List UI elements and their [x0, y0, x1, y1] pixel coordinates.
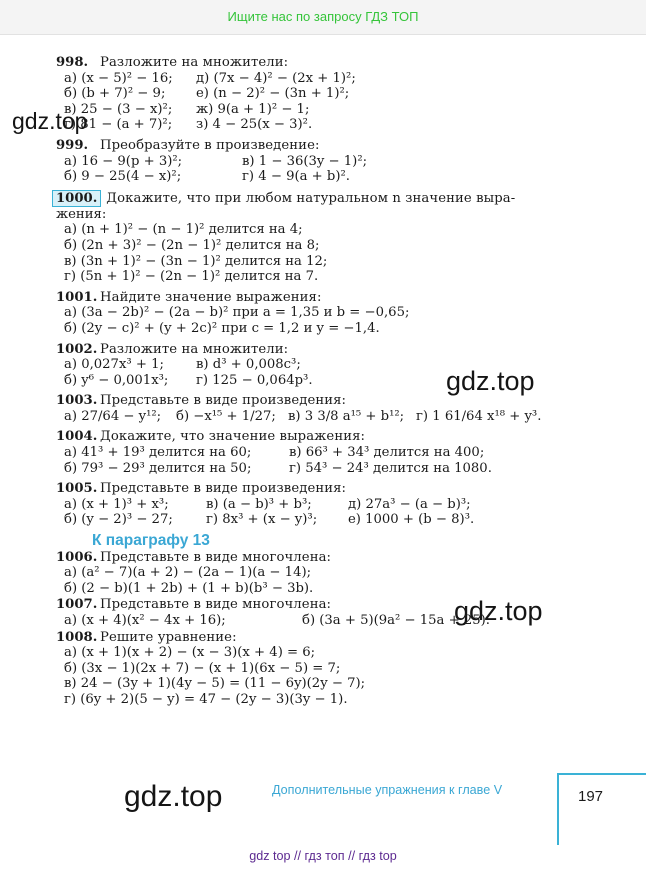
item: г) 4 − 9(a + b)².: [242, 169, 350, 185]
problem-1000: [56, 190, 636, 285]
problem-1004: [56, 429, 636, 476]
item: б) y⁶ − 0,001x³;: [64, 372, 169, 388]
problem-number: 1001.: [56, 289, 98, 305]
item: в) 66³ + 34³ делится на 400;: [289, 445, 485, 461]
problem-number: 1008.: [56, 629, 98, 645]
problem-statement: Докажите, что значение выражения:: [100, 429, 366, 445]
section-heading: К параграфу 13: [92, 532, 210, 550]
top-banner[interactable]: Ищите нас по запросу ГДЗ ТОП: [0, 0, 646, 35]
item: е) (n − 2)² − (3n + 1)²;: [196, 86, 350, 102]
item: а) 41³ + 19³ делится на 60;: [64, 445, 252, 461]
item: б) (3x − 1)(2x + 7) − (x + 1)(6x − 5) = 7;: [64, 660, 341, 676]
item: г) (5n + 1)² − (2n − 1)² делится на 7.: [64, 269, 319, 285]
item: в) (a − b)³ + b³;: [206, 496, 312, 512]
exercise-list: [56, 55, 636, 713]
problem-999: [56, 138, 636, 185]
chapter-caption: Дополнительные упражнения к главе V: [272, 783, 503, 797]
problem-statement: Представьте в виде многочлена:: [100, 549, 332, 565]
item: б) (2y − c)² + (y + 2c)² при c = 1,2 и y = −1,4.: [64, 320, 380, 336]
footer-divider-vertical: [557, 773, 559, 845]
item: в) 24 − (3y + 1)(4y − 5) = (11 − 6y)(2y − 7);: [64, 676, 366, 692]
problem-number: 1005.: [56, 481, 98, 497]
item: б) (3a + 5)(9a² − 15a + 25).: [302, 613, 490, 628]
problem-number: 1004.: [56, 429, 98, 445]
bottom-banner[interactable]: gdz top // гдз топ // гдз top: [249, 849, 397, 863]
problem-statement: Представьте в виде многочлена:: [100, 597, 332, 613]
problem-statement: Представьте в виде произведения:: [100, 393, 347, 409]
item: г) (6y + 2)(5 − y) = 47 − (2y − 3)(3y − 1).: [64, 691, 348, 707]
statement-continuation: жения:: [56, 206, 107, 222]
problem-statement: Разложите на множители:: [100, 341, 289, 357]
item: б) 9 − 25(4 − x)²;: [64, 169, 182, 185]
item: а) 16 − 9(p + 3)²;: [64, 153, 183, 169]
item: а) (x + 1)(x + 2) − (x − 3)(x + 4) = 6;: [64, 645, 316, 661]
item: д) (7x − 4)² − (2x + 1)²;: [196, 70, 356, 86]
problem-number: 1006.: [56, 549, 98, 565]
item: г) 125 − 0,064p³.: [196, 372, 313, 388]
item: г) 54³ − 24³ делится на 1080.: [289, 460, 492, 476]
problem-statement: Найдите значение выражения:: [100, 289, 322, 305]
item: ж) 9(a + 1)² − 1;: [196, 101, 310, 117]
item: е) 1000 + (b − 8)³.: [348, 512, 475, 528]
problem-number: 998.: [56, 55, 89, 70]
item: г) 81 − (a + 7)²;: [64, 117, 173, 133]
item: в) (3n + 1)² − (3n − 1)² делится на 12;: [64, 253, 328, 269]
item: б) (b + 7)² − 9;: [64, 86, 166, 102]
problem-1003: [56, 393, 636, 424]
problem-statement: Преобразуйте в произведение:: [100, 137, 320, 153]
item: а) (x + 4)(x² − 4x + 16);: [64, 613, 226, 628]
item: а) (x + 1)³ + x³;: [64, 496, 169, 512]
problem-1005: [56, 481, 636, 528]
problem-statement: Представьте в виде произведения:: [100, 481, 347, 497]
item: в) 1 − 36(3y − 1)²;: [242, 153, 368, 169]
problem-1001: [56, 290, 636, 337]
problem-1007: [56, 597, 636, 628]
item: б) 79³ − 29³ делится на 50;: [64, 460, 252, 476]
problem-number: 1003.: [56, 393, 98, 409]
problem-number-highlighted[interactable]: 1000.: [52, 190, 101, 207]
item: а) 0,027x³ + 1;: [64, 357, 164, 373]
item: а) (n + 1)² − (n − 1)² делится на 4;: [64, 222, 303, 238]
problem-1008: [56, 630, 636, 708]
item: б) (2 − b)(1 + 2b) + (1 + b)(b³ − 3b).: [64, 580, 314, 596]
problem-1002: [56, 342, 636, 389]
item: д) 27a³ − (a − b)³;: [348, 496, 471, 512]
problem-number: 1007.: [56, 597, 98, 613]
item: а) (3a − 2b)² − (2a − b)² при a = 1,35 и b = −0,65;: [64, 305, 410, 321]
item: а) (a² − 7)(a + 2) − (2a − 1)(a − 14);: [64, 565, 312, 581]
problem-statement: Докажите, что при любом натуральном n значение выра-: [106, 190, 516, 206]
watermark-1: gdz.top: [12, 108, 88, 134]
item: в) 25 − (3 − x)²;: [64, 101, 173, 117]
watermark-2: gdz.top: [446, 366, 535, 396]
item: а) 27/64 − y¹²;: [64, 408, 162, 424]
item: б) −x¹⁵ + 1/27;: [176, 408, 276, 424]
item: б) (2n + 3)² − (2n − 1)² делится на 8;: [64, 237, 320, 253]
problem-1006: [56, 550, 636, 597]
item: в) 3 3/8 a¹⁵ + b¹²;: [288, 408, 405, 424]
footer-divider-horizontal: [557, 773, 646, 775]
item: г) 8x³ + (x − y)³;: [206, 512, 318, 528]
item: б) (y − 2)³ − 27;: [64, 512, 173, 528]
item: з) 4 − 25(x − 3)².: [196, 117, 313, 133]
problem-statement: Решите уравнение:: [100, 629, 237, 645]
item: г) 1 61/64 x¹⁸ + y³.: [416, 408, 542, 424]
problem-number: 999.: [56, 137, 89, 153]
item: в) d³ + 0,008c³;: [196, 357, 301, 373]
problem-number: 1002.: [56, 341, 98, 357]
page-number: 197: [578, 788, 604, 805]
problem-statement: Разложите на множители:: [100, 55, 289, 70]
watermark-3: gdz.top: [454, 596, 543, 626]
problem-998: [56, 55, 636, 133]
watermark-4: gdz.top: [124, 780, 223, 813]
item: а) (x − 5)² − 16;: [64, 70, 173, 86]
